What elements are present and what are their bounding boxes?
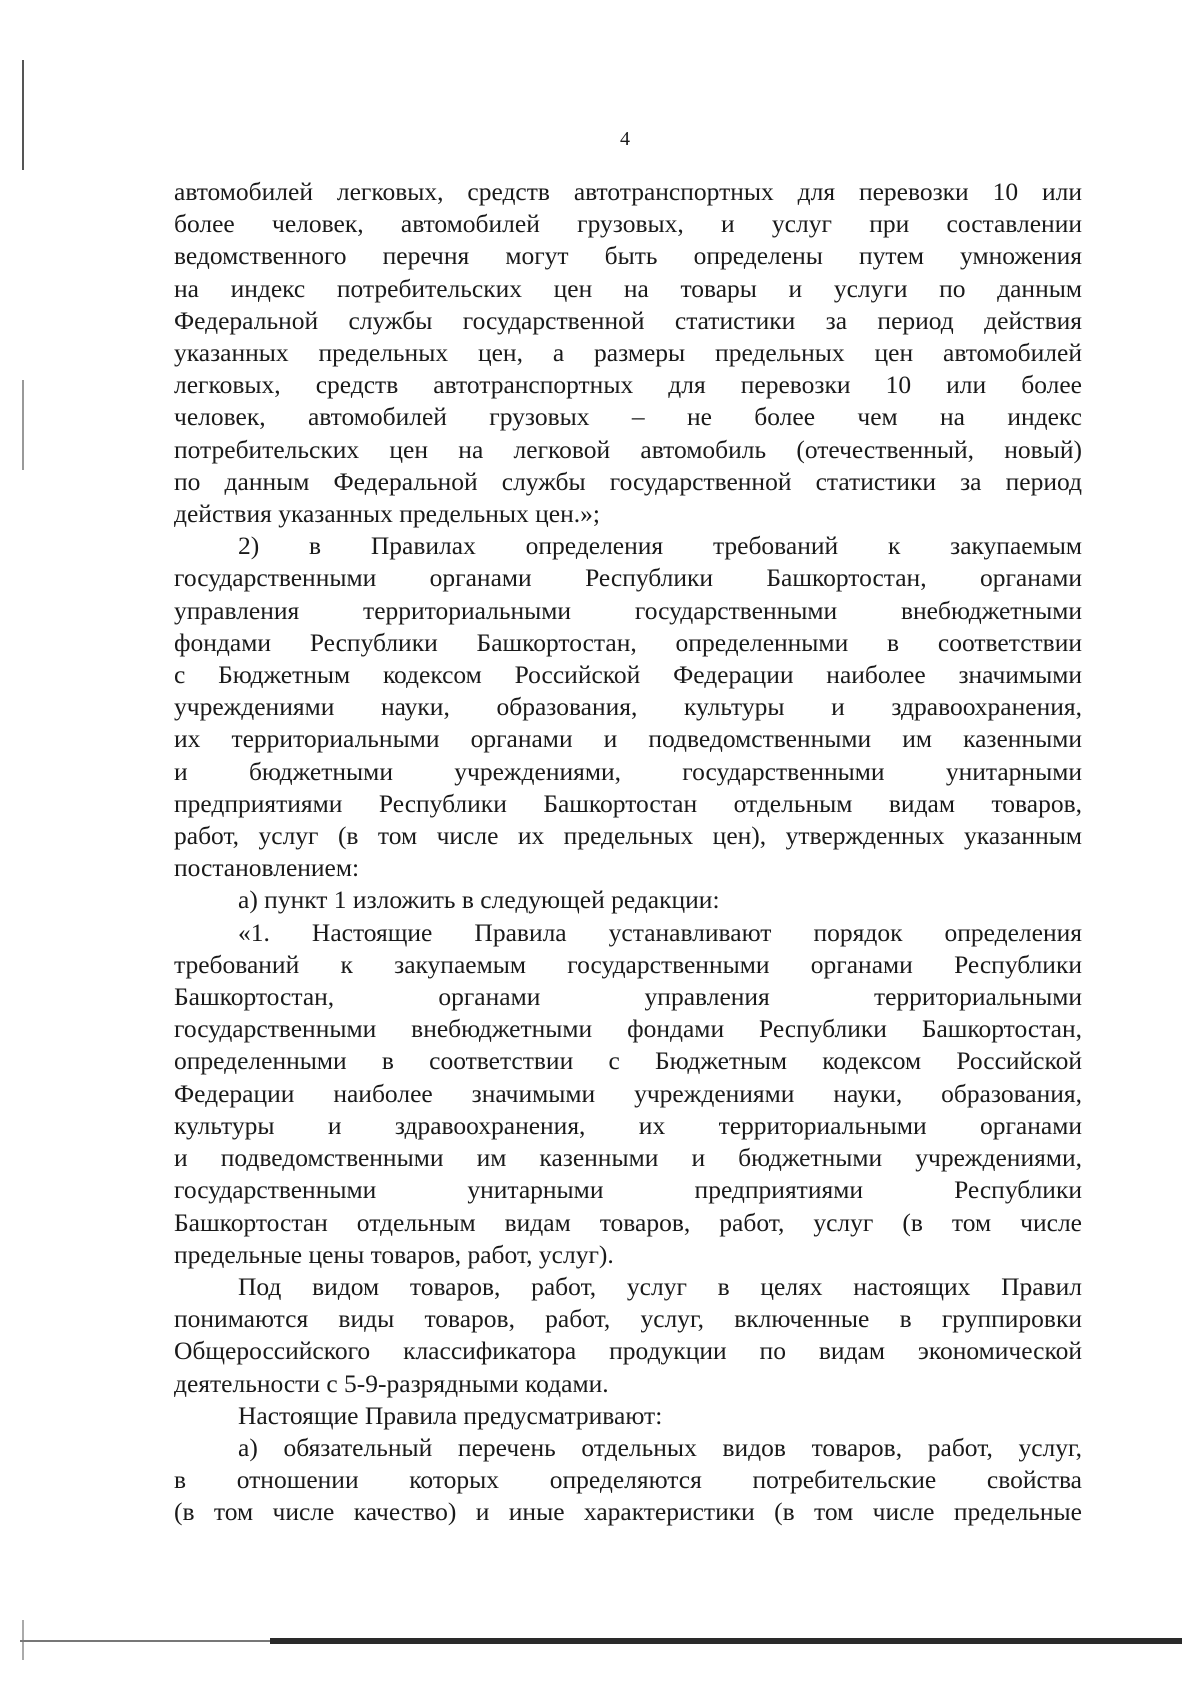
text-line: и подведомственными им казенными и бюджетными учреждениями, <box>174 1143 1082 1173</box>
text-line: человек, автомобилей грузовых – не более чем на индекс <box>174 402 1082 432</box>
text-line: Федерации наиболее значимыми учреждениями науки, образования, <box>174 1078 1082 1108</box>
text-line: государственными органами Республики Башкортостан, органами <box>174 563 1082 593</box>
text-line: а) пункт 1 изложить в следующей редакции: <box>238 885 720 915</box>
text-line: Федеральной службы государственной статистики за период действия <box>174 305 1082 335</box>
text-line: на индекс потребительских цен на товары и услуги по данным <box>174 273 1082 303</box>
text-line: с Бюджетным кодексом Российской Федерации наиболее значимыми <box>174 660 1082 690</box>
text-line: работ, услуг (в том числе их предельных цен), утвержденных указанным <box>174 821 1082 851</box>
text-line: потребительских цен на легковой автомобиль (отечественный, новый) <box>174 434 1082 464</box>
text-line: ведомственного перечня могут быть определены путем умножения <box>174 241 1082 271</box>
scan-edge-mark <box>22 60 24 170</box>
text-line: понимаются виды товаров, работ, услуг, включенные в группировки <box>174 1304 1082 1334</box>
text-line: по данным Федеральной службы государственной статистики за период <box>174 466 1082 496</box>
text-line: 2) в Правилах определения требований к закупаемым <box>238 531 1082 561</box>
scan-bottom-edge <box>270 1638 1182 1644</box>
text-line: Общероссийского классификатора продукции по видам экономической <box>174 1336 1082 1366</box>
text-line: более человек, автомобилей грузовых, и услуг при составлении <box>174 209 1082 239</box>
text-line: (в том числе качество) и иные характеристики (в том числе предельные <box>174 1497 1082 1527</box>
text-line: предельные цены товаров, работ, услуг). <box>174 1239 614 1269</box>
text-line: действия указанных предельных цен.»; <box>174 499 600 529</box>
text-line: управления территориальными государственными внебюджетными <box>174 595 1082 625</box>
body-text <box>174 176 1082 1529</box>
text-line: Настоящие Правила предусматривают: <box>238 1400 663 1430</box>
text-line: требований к закупаемым государственными органами Республики <box>174 949 1082 979</box>
text-line: Башкортостан, органами управления территориальными <box>174 982 1082 1012</box>
text-line: предприятиями Республики Башкортостан отдельным видам товаров, <box>174 788 1082 818</box>
text-line: а) обязательный перечень отдельных видов товаров, работ, услуг, <box>238 1432 1082 1462</box>
text-line: в отношении которых определяются потребительские свойства <box>174 1465 1082 1495</box>
scan-bottom-edge-thin <box>20 1640 270 1642</box>
text-line: учреждениями науки, образования, культуры и здравоохранения, <box>174 692 1082 722</box>
text-line: деятельности с 5-9-разрядными кодами. <box>174 1368 609 1398</box>
text-line: определенными в соответствии с Бюджетным кодексом Российской <box>174 1046 1082 1076</box>
text-line: автомобилей легковых, средств автотранспортных для перевозки 10 или <box>174 177 1082 206</box>
text-line: их территориальными органами и подведомственными им казенными <box>174 724 1082 754</box>
text-line: указанных предельных цен, а размеры предельных цен автомобилей <box>174 338 1082 368</box>
text-line: постановлением: <box>174 853 360 883</box>
text-line: и бюджетными учреждениями, государственными унитарными <box>174 756 1082 786</box>
text-line: государственными внебюджетными фондами Республики Башкортостан, <box>174 1014 1082 1044</box>
text-line: культуры и здравоохранения, их территориальными органами <box>174 1110 1082 1140</box>
text-line: фондами Республики Башкортостан, определенными в соответствии <box>174 627 1082 657</box>
text-line: Под видом товаров, работ, услуг в целях настоящих Правил <box>238 1271 1082 1301</box>
text-line: Башкортостан отдельным видам товаров, работ, услуг (в том числе <box>174 1207 1082 1237</box>
text-line: государственными унитарными предприятиями Республики <box>174 1175 1082 1205</box>
text-line: легковых, средств автотранспортных для перевозки 10 или более <box>174 370 1082 400</box>
page-number: 4 <box>620 128 630 150</box>
scan-edge-mark <box>22 380 24 470</box>
text-line: «1. Настоящие Правила устанавливают порядок определения <box>238 917 1082 947</box>
